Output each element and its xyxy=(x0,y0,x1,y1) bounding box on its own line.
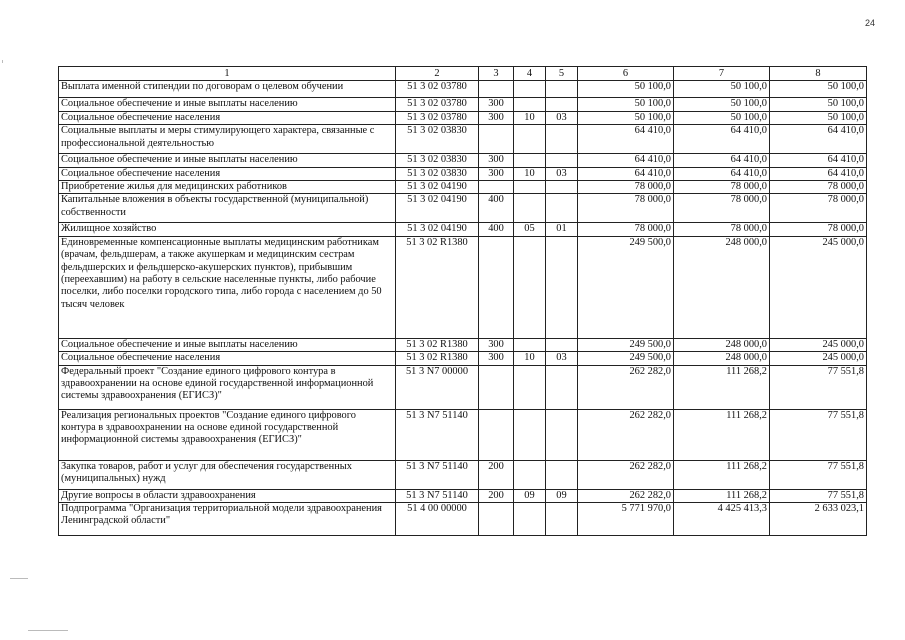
amount-year-2: 50 100,0 xyxy=(674,111,770,124)
subsection-code xyxy=(546,409,578,460)
amount-year-2: 248 000,0 xyxy=(674,352,770,365)
expense-type: 300 xyxy=(479,167,514,180)
table-row xyxy=(59,181,867,194)
subsection-code xyxy=(546,503,578,536)
target-code: 51 3 02 03780 xyxy=(396,81,479,98)
expense-type: 300 xyxy=(479,338,514,351)
table-row xyxy=(59,223,867,236)
item-name: Жилищное хозяйство xyxy=(59,223,396,236)
column-header: 5 xyxy=(546,67,578,81)
amount-year-3: 77 551,8 xyxy=(770,489,867,502)
amount-year-2: 78 000,0 xyxy=(674,194,770,223)
table-row xyxy=(59,352,867,365)
amount-year-3: 245 000,0 xyxy=(770,338,867,351)
table-row xyxy=(59,167,867,180)
subsection-code xyxy=(546,98,578,111)
table-row xyxy=(59,236,867,338)
amount-year-1: 262 282,0 xyxy=(578,409,674,460)
amount-year-1: 262 282,0 xyxy=(578,365,674,409)
section-code xyxy=(514,236,546,338)
amount-year-3: 50 100,0 xyxy=(770,98,867,111)
scan-mark xyxy=(28,630,68,631)
amount-year-2: 50 100,0 xyxy=(674,81,770,98)
amount-year-2: 248 000,0 xyxy=(674,338,770,351)
expense-type xyxy=(479,503,514,536)
table-row xyxy=(59,365,867,409)
amount-year-1: 50 100,0 xyxy=(578,81,674,98)
section-code: 09 xyxy=(514,489,546,502)
table-row xyxy=(59,154,867,167)
column-header: 7 xyxy=(674,67,770,81)
amount-year-3: 77 551,8 xyxy=(770,365,867,409)
amount-year-1: 5 771 970,0 xyxy=(578,503,674,536)
table-row xyxy=(59,98,867,111)
expense-type xyxy=(479,236,514,338)
column-header: 8 xyxy=(770,67,867,81)
target-code: 51 3 02 03780 xyxy=(396,111,479,124)
amount-year-3: 78 000,0 xyxy=(770,194,867,223)
amount-year-3: 64 410,0 xyxy=(770,125,867,154)
amount-year-1: 50 100,0 xyxy=(578,111,674,124)
item-name: Социальное обеспечение населения xyxy=(59,352,396,365)
section-code xyxy=(514,503,546,536)
subsection-code: 01 xyxy=(546,223,578,236)
section-code xyxy=(514,338,546,351)
scan-mark xyxy=(2,60,3,63)
item-name: Социальное обеспечение и иные выплаты населению xyxy=(59,98,396,111)
amount-year-1: 249 500,0 xyxy=(578,236,674,338)
section-code xyxy=(514,460,546,489)
subsection-code xyxy=(546,365,578,409)
item-name: Социальное обеспечение населения xyxy=(59,111,396,124)
amount-year-2: 111 268,2 xyxy=(674,409,770,460)
amount-year-2: 50 100,0 xyxy=(674,98,770,111)
table-row xyxy=(59,503,867,536)
amount-year-3: 50 100,0 xyxy=(770,81,867,98)
section-code: 10 xyxy=(514,111,546,124)
table-row xyxy=(59,489,867,502)
amount-year-1: 78 000,0 xyxy=(578,223,674,236)
amount-year-2: 78 000,0 xyxy=(674,181,770,194)
amount-year-1: 64 410,0 xyxy=(578,167,674,180)
budget-table xyxy=(58,66,867,536)
amount-year-2: 111 268,2 xyxy=(674,489,770,502)
target-code: 51 3 N7 00000 xyxy=(396,365,479,409)
section-code xyxy=(514,365,546,409)
expense-type: 300 xyxy=(479,98,514,111)
section-code xyxy=(514,154,546,167)
amount-year-2: 4 425 413,3 xyxy=(674,503,770,536)
item-name: Социальное обеспечение и иные выплаты населению xyxy=(59,338,396,351)
column-number-row xyxy=(59,67,867,81)
target-code: 51 3 N7 51140 xyxy=(396,489,479,502)
amount-year-2: 248 000,0 xyxy=(674,236,770,338)
section-code xyxy=(514,181,546,194)
target-code: 51 3 02 R1380 xyxy=(396,338,479,351)
expense-type: 400 xyxy=(479,194,514,223)
section-code: 10 xyxy=(514,167,546,180)
item-name: Социальные выплаты и меры стимулирующего характера, связанные с профессиональной деятельностью xyxy=(59,125,396,154)
expense-type: 300 xyxy=(479,352,514,365)
amount-year-1: 64 410,0 xyxy=(578,125,674,154)
section-code xyxy=(514,98,546,111)
target-code: 51 3 02 R1380 xyxy=(396,236,479,338)
expense-type xyxy=(479,181,514,194)
subsection-code xyxy=(546,125,578,154)
item-name: Приобретение жилья для медицинских работников xyxy=(59,181,396,194)
subsection-code: 03 xyxy=(546,352,578,365)
amount-year-1: 78 000,0 xyxy=(578,194,674,223)
item-name: Социальное обеспечение и иные выплаты населению xyxy=(59,154,396,167)
amount-year-3: 77 551,8 xyxy=(770,460,867,489)
table-row xyxy=(59,81,867,98)
section-code xyxy=(514,81,546,98)
amount-year-3: 77 551,8 xyxy=(770,409,867,460)
subsection-code xyxy=(546,81,578,98)
amount-year-3: 78 000,0 xyxy=(770,181,867,194)
table-row xyxy=(59,338,867,351)
amount-year-1: 262 282,0 xyxy=(578,460,674,489)
subsection-code: 03 xyxy=(546,167,578,180)
table-row xyxy=(59,125,867,154)
amount-year-1: 50 100,0 xyxy=(578,98,674,111)
amount-year-1: 249 500,0 xyxy=(578,352,674,365)
subsection-code xyxy=(546,338,578,351)
target-code: 51 3 02 R1380 xyxy=(396,352,479,365)
section-code xyxy=(514,194,546,223)
column-header: 6 xyxy=(578,67,674,81)
subsection-code xyxy=(546,236,578,338)
subsection-code xyxy=(546,181,578,194)
amount-year-3: 2 633 023,1 xyxy=(770,503,867,536)
subsection-code xyxy=(546,154,578,167)
expense-type xyxy=(479,81,514,98)
item-name: Выплата именной стипендии по договорам о целевом обучении xyxy=(59,81,396,98)
amount-year-3: 64 410,0 xyxy=(770,154,867,167)
item-name: Подпрограмма "Организация территориальной модели здравоохранения Ленинградской области" xyxy=(59,503,396,536)
amount-year-3: 245 000,0 xyxy=(770,236,867,338)
item-name: Единовременные компенсационные выплаты медицинским работникам (врачам, фельдшерам, а также акушеркам и медицинским сестрам фельдшерских и фельдшерско-акушерских пунктов), прибывшим (переехавшим) на работу в сельские населенные пункты, либо рабочие поселки, либо поселки городского типа, либо города с населением до 50 тысяч человек xyxy=(59,236,396,338)
target-code: 51 3 N7 51140 xyxy=(396,460,479,489)
target-code: 51 3 02 03780 xyxy=(396,98,479,111)
expense-type xyxy=(479,125,514,154)
item-name: Реализация региональных проектов "Создание единого цифрового контура в здравоохранении на основе единой государственной информационной системы здравоохранения (ЕГИСЗ)" xyxy=(59,409,396,460)
item-name: Социальное обеспечение населения xyxy=(59,167,396,180)
subsection-code: 09 xyxy=(546,489,578,502)
expense-type: 200 xyxy=(479,489,514,502)
amount-year-1: 78 000,0 xyxy=(578,181,674,194)
expense-type xyxy=(479,365,514,409)
table-row xyxy=(59,194,867,223)
item-name: Закупка товаров, работ и услуг для обеспечения государственных (муниципальных) нужд xyxy=(59,460,396,489)
scan-mark xyxy=(10,578,28,579)
subsection-code: 03 xyxy=(546,111,578,124)
section-code: 10 xyxy=(514,352,546,365)
amount-year-3: 50 100,0 xyxy=(770,111,867,124)
column-header: 3 xyxy=(479,67,514,81)
amount-year-2: 64 410,0 xyxy=(674,167,770,180)
amount-year-2: 64 410,0 xyxy=(674,154,770,167)
amount-year-3: 78 000,0 xyxy=(770,223,867,236)
amount-year-1: 249 500,0 xyxy=(578,338,674,351)
subsection-code xyxy=(546,194,578,223)
target-code: 51 3 02 04190 xyxy=(396,223,479,236)
table-row xyxy=(59,111,867,124)
item-name: Капитальные вложения в объекты государственной (муниципальной) собственности xyxy=(59,194,396,223)
page-number: 24 xyxy=(864,18,875,28)
target-code: 51 4 00 00000 xyxy=(396,503,479,536)
amount-year-2: 64 410,0 xyxy=(674,125,770,154)
target-code: 51 3 02 04190 xyxy=(396,181,479,194)
column-header: 2 xyxy=(396,67,479,81)
target-code: 51 3 N7 51140 xyxy=(396,409,479,460)
expense-type: 200 xyxy=(479,460,514,489)
amount-year-3: 64 410,0 xyxy=(770,167,867,180)
target-code: 51 3 02 03830 xyxy=(396,125,479,154)
amount-year-2: 78 000,0 xyxy=(674,223,770,236)
target-code: 51 3 02 03830 xyxy=(396,154,479,167)
column-header: 4 xyxy=(514,67,546,81)
amount-year-1: 64 410,0 xyxy=(578,154,674,167)
item-name: Другие вопросы в области здравоохранения xyxy=(59,489,396,502)
section-code: 05 xyxy=(514,223,546,236)
target-code: 51 3 02 04190 xyxy=(396,194,479,223)
subsection-code xyxy=(546,460,578,489)
amount-year-1: 262 282,0 xyxy=(578,489,674,502)
expense-type: 300 xyxy=(479,111,514,124)
amount-year-2: 111 268,2 xyxy=(674,460,770,489)
item-name: Федеральный проект "Создание единого цифрового контура в здравоохранении на основе единой государственной информационной системы здравоохранения (ЕГИСЗ)" xyxy=(59,365,396,409)
amount-year-2: 111 268,2 xyxy=(674,365,770,409)
expense-type: 300 xyxy=(479,154,514,167)
table-row xyxy=(59,460,867,489)
section-code xyxy=(514,409,546,460)
expense-type xyxy=(479,409,514,460)
section-code xyxy=(514,125,546,154)
amount-year-3: 245 000,0 xyxy=(770,352,867,365)
target-code: 51 3 02 03830 xyxy=(396,167,479,180)
table-row xyxy=(59,409,867,460)
expense-type: 400 xyxy=(479,223,514,236)
column-header: 1 xyxy=(59,67,396,81)
